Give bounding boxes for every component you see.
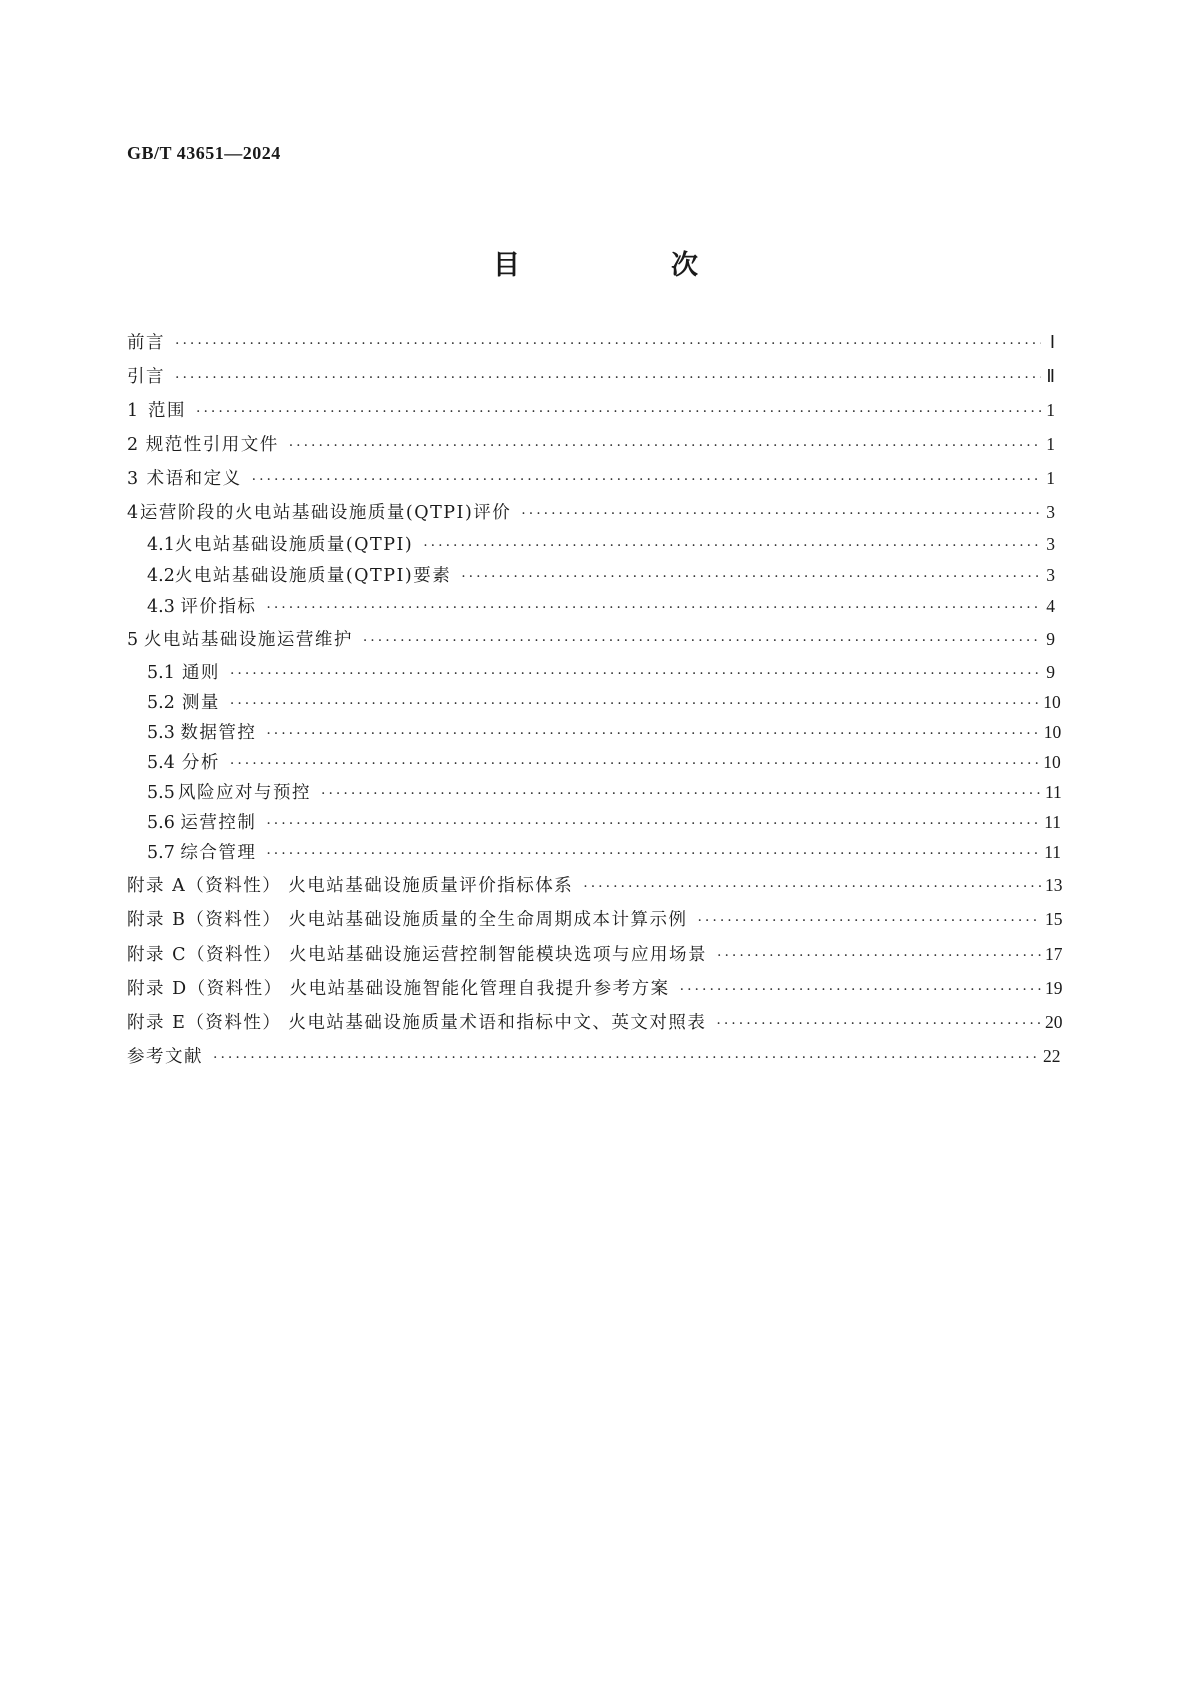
toc-entry[interactable]: [147, 751, 1061, 775]
toc-entry[interactable]: [147, 661, 1055, 685]
toc-leader: [230, 753, 1039, 775]
toc-entry-label: 附录 D（资料性） 火电站基础设施智能化管理自我提升参考方案: [127, 979, 670, 999]
toc-entry-page: 20: [1045, 1012, 1063, 1032]
toc-entry-label: 附录 A（资料性） 火电站基础设施质量评价指标体系: [127, 876, 574, 896]
toc-entry[interactable]: [147, 721, 1062, 745]
toc-leader: [289, 435, 1041, 457]
toc-entry[interactable]: [147, 811, 1062, 835]
toc-entry[interactable]: [127, 399, 1055, 423]
toc-entry-number: 4: [127, 503, 139, 523]
toc-entry[interactable]: [127, 331, 1055, 355]
toc-entry-number: 5.4: [147, 753, 175, 773]
toc-entry-page: 11: [1044, 812, 1062, 832]
toc-entry-label: 火电站基础设施质量(QTPI): [174, 535, 414, 555]
toc-entry-number: 5: [127, 630, 139, 650]
toc-leader: [213, 1047, 1039, 1069]
toc-entry[interactable]: [147, 533, 1055, 557]
toc-leader: [196, 401, 1041, 423]
toc-entry[interactable]: [127, 874, 1063, 898]
toc-entry[interactable]: [127, 365, 1055, 389]
toc-entry[interactable]: [127, 977, 1063, 1001]
toc-entry-page: 17: [1045, 944, 1063, 964]
toc-leader: [266, 597, 1041, 619]
toc-entry-number: 2: [127, 435, 139, 455]
toc-leader: [363, 630, 1041, 652]
toc-entry-label: 通则: [181, 663, 220, 683]
toc-leader: [423, 535, 1041, 557]
toc-entry-label: 前言: [127, 333, 165, 353]
toc-entry[interactable]: [147, 564, 1055, 588]
toc-entry[interactable]: [127, 943, 1063, 967]
toc-leader: [521, 503, 1041, 525]
toc-entry[interactable]: [127, 1011, 1063, 1035]
toc-entry[interactable]: [127, 433, 1055, 457]
toc-leader: [697, 910, 1041, 932]
toc-entry-page: 1: [1046, 400, 1055, 420]
toc-entry-label: 测量: [181, 693, 220, 713]
toc-entry-page: 10: [1043, 752, 1061, 772]
toc-entry-number: 5.2: [147, 693, 175, 713]
toc-entry-page: 11: [1044, 842, 1062, 862]
toc-leader: [461, 566, 1041, 588]
toc-entry-label: 评价指标: [180, 597, 257, 617]
toc-entry-number: 4.3: [147, 597, 175, 617]
standard-code: GB/T 43651—2024: [127, 143, 281, 163]
toc-entry-page: 13: [1045, 875, 1063, 895]
toc-leader: [266, 813, 1040, 835]
toc-entry[interactable]: [147, 691, 1061, 715]
toc-entry-label: 规范性引用文件: [145, 435, 279, 455]
toc-entry-label: 参考文献: [127, 1047, 203, 1067]
toc-entry[interactable]: [127, 1045, 1061, 1069]
toc-entry-label: 数据管控: [180, 723, 257, 743]
toc-entry-number: 1: [127, 401, 139, 421]
toc-leader: [266, 723, 1039, 745]
toc-entry-page: 3: [1046, 534, 1055, 554]
toc-entry[interactable]: [127, 908, 1063, 932]
toc-entry-page: 22: [1043, 1046, 1061, 1066]
toc-entry-page: 1: [1046, 468, 1055, 488]
toc-entry-number: 3: [127, 469, 139, 489]
toc-entry-number: 4.2: [147, 566, 175, 586]
toc-entry-page: 3: [1046, 565, 1055, 585]
toc-leader: [717, 945, 1041, 967]
toc-leader: [230, 663, 1041, 685]
toc-leader: [175, 333, 1041, 355]
toc-leader: [321, 783, 1041, 805]
toc-entry-number: 5.7: [147, 843, 175, 863]
toc-entry-label: 运营控制: [180, 813, 257, 833]
toc-entry-page: 11: [1044, 782, 1062, 802]
toc-entry-page: 15: [1045, 909, 1063, 929]
toc-leader: [680, 979, 1041, 1001]
toc-entry-number: 5.3: [147, 723, 175, 743]
toc-entry-label: 附录 E（资料性） 火电站基础设施质量术语和指标中文、英文对照表: [127, 1013, 707, 1033]
toc-entry-page: Ⅰ: [1049, 332, 1055, 352]
toc-entry-label: 火电站基础设施质量(QTPI)要素: [174, 566, 452, 586]
toc-entry-page: 3: [1046, 502, 1055, 522]
toc-entry-page: Ⅱ: [1046, 366, 1055, 386]
toc-leader: [266, 843, 1040, 865]
toc-entry[interactable]: [147, 781, 1062, 805]
toc-leader: [252, 469, 1041, 491]
toc-entry-number: 4.1: [147, 535, 175, 555]
toc-entry-label: 术语和定义: [146, 469, 242, 489]
toc-leader: [175, 367, 1041, 389]
toc-entry-page: 9: [1046, 662, 1055, 682]
toc-entry-number: 5.1: [147, 663, 175, 683]
toc-entry-page: 1: [1046, 434, 1055, 454]
toc-entry-label: 火电站基础设施运营维护: [143, 630, 353, 650]
toc-title: 目 次: [493, 250, 760, 281]
toc-entry-page: 10: [1043, 692, 1061, 712]
toc-entry-page: 9: [1046, 629, 1055, 649]
toc-entry[interactable]: [147, 595, 1055, 619]
toc-entry-number: 5.6: [147, 813, 175, 833]
toc-entry-label: 附录 C（资料性） 火电站基础设施运营控制智能模块选项与应用场景: [127, 945, 708, 965]
toc-entry-label: 分析: [181, 753, 220, 773]
toc-entry-label: 附录 B（资料性） 火电站基础设施质量的全生命周期成本计算示例: [127, 910, 688, 930]
toc-entry[interactable]: [127, 628, 1055, 652]
toc-entry-number: 5.5: [147, 783, 175, 803]
toc-leader: [230, 693, 1039, 715]
toc-entry-page: 4: [1046, 596, 1055, 616]
toc-entry[interactable]: [127, 467, 1055, 491]
toc-entry-label: 风险应对与预控: [178, 783, 312, 803]
toc-entry[interactable]: [127, 501, 1055, 525]
toc-entry-label: 引言: [127, 367, 165, 387]
toc-leader: [716, 1013, 1041, 1035]
toc-leader: [583, 876, 1041, 898]
toc-entry[interactable]: [147, 841, 1062, 865]
toc-entry-label: 综合管理: [180, 843, 257, 863]
toc-entry-label: 运营阶段的火电站基础设施质量(QTPI)评价: [139, 503, 512, 523]
toc-entry-page: 10: [1043, 722, 1062, 742]
toc-entry-page: 19: [1045, 978, 1063, 998]
toc-entry-label: 范围: [148, 401, 186, 421]
